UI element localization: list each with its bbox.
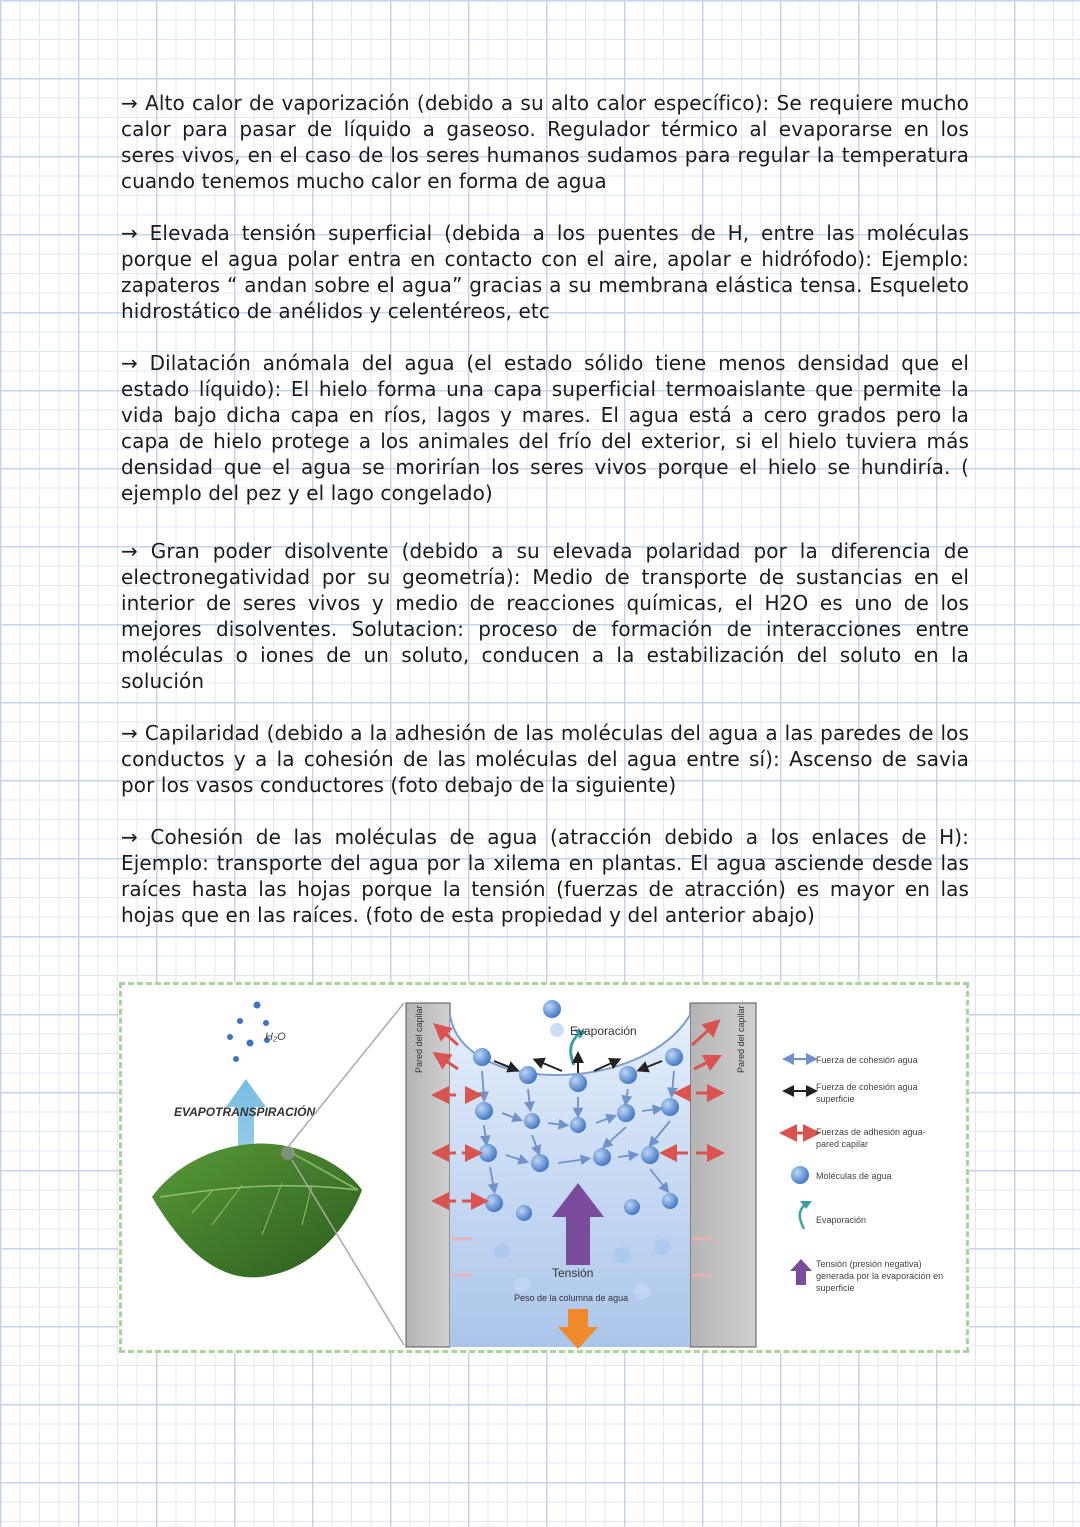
legend-surface-cohesion-1: Fuerza de cohesión agua (816, 1082, 918, 1092)
legend-adhesion-2: pared capilar (816, 1139, 869, 1149)
evaporation-label: Evaporación (570, 1024, 637, 1038)
evaporating-molecule-icon (543, 1000, 561, 1018)
legend-adhesion-1: Fuerzas de adhesión agua- (816, 1127, 926, 1137)
tension-label: Tensión (552, 1266, 594, 1280)
legend-tension-1: Tensión (presión negativa) (816, 1259, 922, 1269)
legend-tension-3: superficie (816, 1283, 855, 1293)
legend-cohesion: Fuerza de cohesión agua (816, 1055, 918, 1065)
leaf-icon (152, 1144, 362, 1278)
text-content (121, 90, 969, 954)
legend-tension-icon (790, 1259, 812, 1285)
legend-tension-2: generada por la evaporación en (816, 1271, 944, 1281)
legend-molecules: Moléculas de agua (816, 1171, 892, 1181)
left-wall-label: Pared del capilar (414, 1005, 424, 1073)
paragraph-surface-tension: → Elevada tensión superficial (debida a los puentes de H, entre las moléculas porque el agua polar entra en contacto con el aire, apolar e hidrófodo): Ejemplo: zapateros “ andan sobre el agua” gracias a su membrana elástica tensa. Esqueleto hidrostático de anélidos y celentéreos, etc (121, 221, 969, 323)
figure-legend (788, 1055, 943, 1293)
evapotranspiration-label: EVAPOTRANSPIRACIÓN (174, 1105, 316, 1119)
figure-illustration (122, 985, 966, 1350)
paragraph-solvent-power: → Gran poder disolvente (debido a su elevada polaridad por la diferencia de electronegatividad por su geometría): Medio de transporte de sustancias en el interior de seres vivos y medio de reacciones químicas, el H2O es uno de los mejores disolventes. Solutacion: proceso de formación de interacciones entre moléculas o iones de un soluto, conducen a la estabilización del soluto en la solución (121, 539, 969, 693)
capillary-column (406, 1000, 756, 1349)
legend-molecule-icon (791, 1166, 809, 1184)
h2o-label: H₂O (265, 1031, 286, 1043)
legend-evaporation: Evaporación (816, 1215, 867, 1225)
weight-label: Peso de la columna de agua (514, 1293, 629, 1303)
legend-surface-cohesion-2: superficie (816, 1094, 855, 1104)
capillarity-cohesion-figure (119, 982, 969, 1353)
paragraph-vaporization-heat: → Alto calor de vaporización (debido a su alto calor específico): Se requiere mucho calor para pasar de líquido a gaseoso. Regulador térmico al evaporarse en los seres vivos, en el caso de los seres humanos sudamos para regular la temperatura cuando tenemos mucho calor en forma de agua (121, 91, 969, 193)
evapotranspiration-panel (152, 1002, 404, 1346)
paragraph-cohesion: → Cohesión de las moléculas de agua (atracción debido a los enlaces de H): Ejemplo: transporte del agua por la xilema en plantas. El agua asciende desde las raíces hasta las hojas porque la tensión (fuerzas de atracción) es mayor en las hojas que en las raíces. (foto de esta propiedad y del anterior abajo) (121, 825, 969, 927)
paragraph-capillarity: → Capilaridad (debido a la adhesión de las moléculas del agua a las paredes de los conductos y a la cohesión de las moléculas del agua entre sí): Ascenso de savia por los vasos conductores (foto debajo de la siguiente) (121, 721, 969, 797)
paragraph-anomalous-dilation: → Dilatación anómala del agua (el estado sólido tiene menos densidad que el estado líquido): El hielo forma una capa superficial termoaislante que permite la vida bajo dicha capa en ríos, lagos y mares. El agua está a cero grados pero la capa de hielo protege a los animales del frío del exterior, si el hielo tuviera más densidad que el agua se morirían los seres vivos porque el hielo se hundiría. ( ejemplo del pez y el lago congelado) (121, 351, 969, 505)
right-wall-label: Pared del capilar (736, 1005, 746, 1073)
